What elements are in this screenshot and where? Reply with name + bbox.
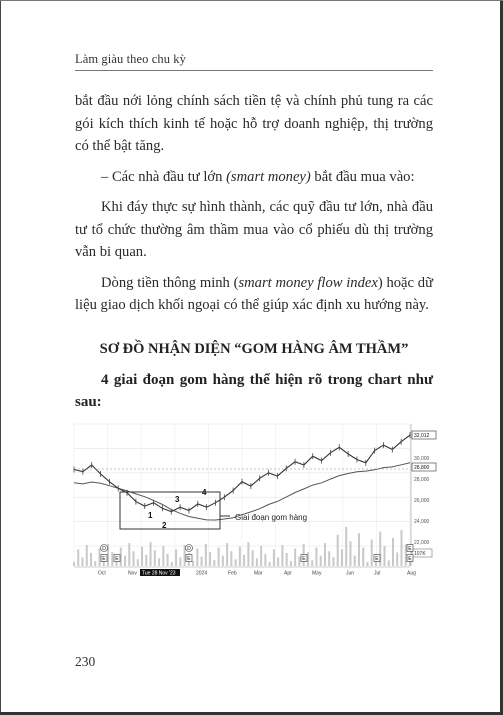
volume-bar [405,544,407,566]
running-header: Làm giàu theo chu kỳ [75,52,186,66]
volume-bar [388,560,390,566]
volume-bar [179,558,181,567]
volume-bar [150,542,152,566]
y-tick-label: 22,000 [414,540,430,546]
x-tick-label: Jul [374,570,381,577]
paragraph-2-italic: (smart money) [226,168,311,185]
volume-bar [77,549,79,566]
marker-label: D [102,546,106,552]
x-tick-label: Oct [98,570,106,577]
volume-bar [175,549,177,566]
volume-bar [298,557,300,566]
paragraph-2-text: – Các nhà đầu tư lớn [101,168,227,185]
volume-bar [247,542,249,566]
page-number: 230 [75,654,96,669]
paragraph-4-text: Dòng tiền thông minh ( [101,274,239,291]
volume-bar [167,554,169,566]
y-tick-label: 30,000 [414,456,430,462]
x-tick-label: Nov [128,570,137,577]
volume-bar [286,553,288,566]
volume-bar [354,556,356,566]
volume-bar [218,548,220,566]
volume-bar [337,535,339,566]
volume-bar [290,561,292,566]
paragraph-4-tail: ) hoặc dữ liệu giao dịch khối ngoại có thể giúp xác định xu hướng này. [75,274,433,313]
marker-label: E [408,556,412,562]
volume-bar [196,549,198,567]
marker-label: E [375,556,379,562]
volume-bar [86,545,88,566]
volume-bar [94,561,96,566]
price-tag: 32,012 [414,433,430,439]
volume-bar [192,561,194,566]
paragraph-1: bắt đầu nới lỏng chính sách tiền tệ và chính phủ tung ra các gói kích thích kinh tế hoặc hỗ trợ doanh nghiệp, thị trường có thể bật tăng. [75,93,433,154]
volume-bar [226,543,228,566]
volume-bar [145,555,147,566]
volume-bar [383,546,385,566]
volume-bar [345,527,347,566]
x-tick-label: Feb [228,570,237,577]
volume-bar [99,549,101,567]
stage-label: 1 [148,511,153,520]
marker-label: E [102,556,106,562]
stage-label: 3 [175,495,180,504]
volume-bar [82,558,84,567]
x-tick-label: 2024 [196,570,208,577]
volume-bar [366,562,368,566]
volume-bar [209,552,211,566]
stage-label: 4 [202,488,207,497]
volume-bar [332,557,334,566]
paragraph-2-tail: bắt đầu mua vào: [310,168,415,185]
volume-bar [320,556,322,566]
volume-bar [396,552,398,566]
volume-bar [141,547,143,566]
x-tick-label: Tue 28 Nov '23 [142,570,176,577]
time-axis [74,567,416,577]
paragraph-4 [75,272,433,317]
marker-label: E [302,556,306,562]
volume-bar [73,562,75,566]
price-tag: 28,800 [414,465,430,471]
volume-bar [162,546,164,566]
volume-bar [362,548,364,566]
volume-bar [137,559,139,566]
volume-bar [124,556,126,566]
paragraph-2 [75,166,433,189]
volume-bar [222,556,224,566]
volume-bar [324,543,326,566]
body-text [75,90,433,317]
volume-bar [311,560,313,566]
paragraph-4-italic: smart money flow index [238,274,378,291]
volume-bar [239,547,241,566]
volume-bar [294,549,296,567]
accumulation-chart [72,420,440,580]
section-subtitle: 4 giai đoạn gom hàng thể hiện rõ trong chart như sau: [75,372,433,410]
volume-bar [133,551,135,566]
volume-bar [349,541,351,566]
volume-bar [392,538,394,566]
volume-bar [205,544,207,566]
volume-bar [111,552,113,566]
volume-bar [281,545,283,566]
volume-bar [171,562,173,566]
volume-bar [158,558,160,566]
paragraph-3: Khi đáy thực sự hình thành, các quỹ đầu tư lớn, nhà đầu tư tổ chức thường âm thầm mua vào cổ phiếu dù thị trường vẫn bi quan. [75,199,433,260]
volume-bar [90,553,92,566]
volume-bar [371,540,373,566]
stage-label: 2 [162,521,167,530]
marker-label: E [115,556,119,562]
volume-bar [256,558,258,566]
volume-bar [213,560,215,566]
y-tick-label: 24,000 [414,519,430,525]
annotation-label: Giai đoạn gom hàng [235,513,308,522]
x-tick-label: Jun [346,570,355,577]
volume-bar [154,550,156,566]
volume-bar [252,550,254,566]
marker-label: D [187,546,191,552]
volume-bar [243,555,245,566]
volume-bar [341,549,343,566]
volume-tag: 107K [414,551,426,557]
x-tick-label: Apr [284,570,292,577]
header-divider [75,70,433,71]
volume-bar [273,549,275,566]
volume-bar [264,554,266,566]
marker-label: E [408,546,412,552]
volume-bar [277,558,279,567]
section-title: SƠ ĐỒ NHẬN DIỆN “GOM HÀNG ÂM THẦM” [99,341,409,357]
volume-bar [201,557,203,566]
x-tick-label: Aug [407,570,416,577]
y-tick-label: 26,000 [414,498,430,504]
volume-bar [128,543,130,566]
marker-label: E [187,556,191,562]
y-tick-label: 28,000 [414,477,430,483]
volume-bar [358,533,360,566]
volume-bar [235,559,237,566]
volume-bar [269,562,271,566]
accumulation-box [120,492,220,529]
volume-bar [400,530,402,566]
volume-bar [230,551,232,566]
x-tick-label: Mar [254,570,263,577]
volume-bar [260,546,262,566]
volume-bar [315,548,317,566]
x-tick-label: May [312,570,322,577]
volume-bar [328,551,330,566]
